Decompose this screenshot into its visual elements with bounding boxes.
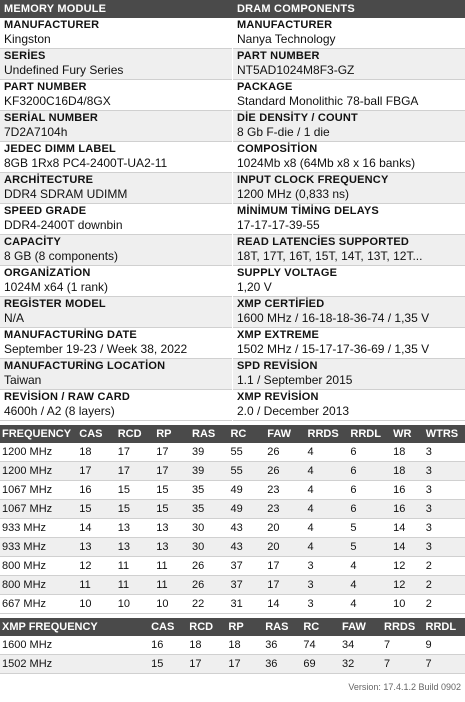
table-cell: 15 <box>154 481 190 500</box>
table-cell: 9 <box>424 636 465 655</box>
table-cell: 6 <box>348 500 391 519</box>
column-header: WR <box>391 425 424 443</box>
field-value: N/A <box>4 311 25 325</box>
dram-field <box>233 49 465 80</box>
table-cell: 17 <box>187 655 226 674</box>
field-value: 1502 MHz / 15-17-17-36-69 / 1,35 V <box>237 342 430 356</box>
table-cell: 26 <box>265 462 305 481</box>
field-label: MANUFACTURİNG DATE <box>4 329 137 341</box>
table-cell: 13 <box>77 538 115 557</box>
table-cell: 26 <box>265 443 305 462</box>
table-cell: 6 <box>348 481 391 500</box>
table-cell: 20 <box>265 538 305 557</box>
spec-grid <box>0 18 465 421</box>
table-cell: 4 <box>306 443 349 462</box>
column-header: CAS <box>149 618 187 636</box>
dram-field <box>233 142 465 173</box>
table-row <box>0 481 465 500</box>
module-field <box>0 328 232 359</box>
table-cell: 3 <box>424 462 465 481</box>
field-value: NT5AD1024M8F3-GZ <box>237 63 355 77</box>
table-cell: 39 <box>190 462 228 481</box>
table-cell: 23 <box>265 500 305 519</box>
table-cell: 18 <box>226 636 263 655</box>
field-label: SPEED GRADE <box>4 205 87 217</box>
field-label: PACKAGE <box>237 81 293 93</box>
field-value: September 19-23 / Week 38, 2022 <box>4 342 188 356</box>
column-header: CAS <box>77 425 115 443</box>
table-cell: 17 <box>226 655 263 674</box>
table-cell: 11 <box>154 576 190 595</box>
table-cell: 30 <box>190 519 228 538</box>
field-label: READ LATENCİES SUPPORTED <box>237 236 410 248</box>
table-cell: 3 <box>424 443 465 462</box>
module-field <box>0 235 232 266</box>
table-cell: 10 <box>77 595 115 614</box>
table-cell: 3 <box>424 538 465 557</box>
table-cell: 1067 MHz <box>0 500 77 519</box>
field-value: 7D2A7104h <box>4 125 68 139</box>
table-cell: 4 <box>306 462 349 481</box>
column-header: RC <box>301 618 340 636</box>
table-cell: 4 <box>306 500 349 519</box>
table-cell: 20 <box>265 519 305 538</box>
table-cell: 18 <box>187 636 226 655</box>
table-row <box>0 636 465 655</box>
table-row <box>0 655 465 674</box>
table-cell: 1200 MHz <box>0 443 77 462</box>
field-label: MANUFACTURER <box>237 19 333 31</box>
table-cell: 12 <box>391 576 424 595</box>
field-label: CAPACİTY <box>4 236 62 248</box>
table-cell: 933 MHz <box>0 538 77 557</box>
table-cell: 11 <box>116 576 155 595</box>
table-cell: 14 <box>265 595 305 614</box>
table-cell: 4 <box>306 481 349 500</box>
table-cell: 933 MHz <box>0 519 77 538</box>
table-cell: 3 <box>306 557 349 576</box>
field-label: SUPPLY VOLTAGE <box>237 267 338 279</box>
table-cell: 36 <box>263 655 301 674</box>
table-cell: 1600 MHz <box>0 636 149 655</box>
table-cell: 2 <box>424 557 465 576</box>
field-label: COMPOSİTİON <box>237 143 318 155</box>
dram-field <box>233 359 465 390</box>
table-cell: 43 <box>228 538 265 557</box>
dram-field <box>233 18 465 49</box>
table-cell: 3 <box>424 481 465 500</box>
table-cell: 31 <box>228 595 265 614</box>
column-header: RCD <box>116 425 155 443</box>
table-cell: 17 <box>77 462 115 481</box>
table-row <box>0 576 465 595</box>
table-cell: 16 <box>391 481 424 500</box>
table-cell: 17 <box>265 576 305 595</box>
column-header: RP <box>154 425 190 443</box>
field-value: 1024Mb x8 (64Mb x8 x 16 banks) <box>237 156 416 170</box>
memory-module-header: MEMORY MODULE <box>4 3 107 15</box>
table-cell: 4 <box>348 557 391 576</box>
table-cell: 10 <box>391 595 424 614</box>
field-label: SERİAL NUMBER <box>4 112 99 124</box>
field-value: 1600 MHz / 16-18-18-36-74 / 1,35 V <box>237 311 430 325</box>
table-cell: 14 <box>77 519 115 538</box>
column-header: RCD <box>187 618 226 636</box>
column-header: WTRS <box>424 425 465 443</box>
table-row <box>0 443 465 462</box>
field-label: MANUFACTURİNG LOCATİON <box>4 360 166 372</box>
table-cell: 11 <box>116 557 155 576</box>
field-value: 2.0 / December 2013 <box>237 404 350 418</box>
field-value: 8 Gb F-die / 1 die <box>237 125 330 139</box>
dram-field <box>233 80 465 111</box>
table-cell: 11 <box>77 576 115 595</box>
table-cell: 14 <box>391 538 424 557</box>
table-cell: 26 <box>190 557 228 576</box>
table-cell: 7 <box>424 655 465 674</box>
table-cell: 15 <box>116 481 155 500</box>
table-cell: 16 <box>149 636 187 655</box>
table-cell: 12 <box>391 557 424 576</box>
module-field <box>0 49 232 80</box>
table-cell: 18 <box>77 443 115 462</box>
field-label: REVİSİON / RAW CARD <box>4 391 131 403</box>
table-cell: 16 <box>77 481 115 500</box>
dram-field <box>233 111 465 142</box>
field-label: XMP REVİSİON <box>237 391 319 403</box>
table-cell: 17 <box>154 443 190 462</box>
table-cell: 800 MHz <box>0 557 77 576</box>
field-label: ORGANİZATİON <box>4 267 91 279</box>
table-cell: 17 <box>116 462 155 481</box>
table-cell: 15 <box>116 500 155 519</box>
dram-field <box>233 328 465 359</box>
module-field <box>0 111 232 142</box>
table-cell: 37 <box>228 576 265 595</box>
dram-components-header: DRAM COMPONENTS <box>237 3 355 15</box>
field-label: SPD REVİSİON <box>237 360 318 372</box>
table-row <box>0 462 465 481</box>
field-value: 1,20 V <box>237 280 272 294</box>
field-value: 17-17-17-39-55 <box>237 218 320 232</box>
field-label: MİNİMUM TİMİNG DELAYS <box>237 205 379 217</box>
column-header: RRDL <box>424 618 465 636</box>
field-label: REGİSTER MODEL <box>4 298 106 310</box>
table-cell: 15 <box>149 655 187 674</box>
table-cell: 7 <box>382 655 423 674</box>
column-header: RAS <box>263 618 301 636</box>
table-cell: 800 MHz <box>0 576 77 595</box>
table-cell: 43 <box>228 519 265 538</box>
table-cell: 18 <box>391 443 424 462</box>
table-cell: 35 <box>190 500 228 519</box>
table-cell: 15 <box>154 500 190 519</box>
field-label: XMP EXTREME <box>237 329 320 341</box>
table-cell: 26 <box>190 576 228 595</box>
field-value: 1200 MHz (0,833 ns) <box>237 187 350 201</box>
field-value: 8GB 1Rx8 PC4-2400T-UA2-11 <box>4 156 168 170</box>
table-row <box>0 557 465 576</box>
table-cell: 36 <box>263 636 301 655</box>
table-cell: 2 <box>424 595 465 614</box>
table-cell: 1067 MHz <box>0 481 77 500</box>
module-field <box>0 359 232 390</box>
column-header: RC <box>228 425 265 443</box>
field-label: MANUFACTURER <box>4 19 100 31</box>
table-row <box>0 519 465 538</box>
table-cell: 2 <box>424 576 465 595</box>
module-field <box>0 80 232 111</box>
table-cell: 13 <box>116 519 155 538</box>
table-cell: 4 <box>306 519 349 538</box>
column-header: FAW <box>340 618 382 636</box>
table-cell: 15 <box>77 500 115 519</box>
table-cell: 13 <box>154 538 190 557</box>
dram-field <box>233 235 465 266</box>
module-field <box>0 390 232 421</box>
table-cell: 13 <box>154 519 190 538</box>
memory-module-column <box>0 18 232 421</box>
table-cell: 667 MHz <box>0 595 77 614</box>
table-cell: 74 <box>301 636 340 655</box>
field-value: 4600h / A2 (8 layers) <box>4 404 115 418</box>
version-label: Version: 17.4.1.2 Build 0902 <box>348 682 461 692</box>
dram-field <box>233 390 465 421</box>
field-value: Kingston <box>4 32 51 46</box>
table-cell: 35 <box>190 481 228 500</box>
field-value: Taiwan <box>4 373 42 387</box>
module-field <box>0 204 232 235</box>
table-cell: 16 <box>391 500 424 519</box>
table-row <box>0 595 465 614</box>
field-label: PART NUMBER <box>4 81 87 93</box>
table-cell: 4 <box>348 595 391 614</box>
field-value: Undefined Fury Series <box>4 63 124 77</box>
field-label: SERİES <box>4 50 46 62</box>
table-cell: 10 <box>116 595 155 614</box>
field-value: 1.1 / September 2015 <box>237 373 353 387</box>
table-cell: 10 <box>154 595 190 614</box>
field-value: Standard Monolithic 78-ball FBGA <box>237 94 419 108</box>
table-cell: 6 <box>348 443 391 462</box>
table-cell: 30 <box>190 538 228 557</box>
field-value: 1024M x64 (1 rank) <box>4 280 109 294</box>
table-cell: 49 <box>228 500 265 519</box>
section-headers <box>0 0 465 18</box>
field-label: JEDEC DIMM LABEL <box>4 143 116 155</box>
module-field <box>0 266 232 297</box>
table-row <box>0 500 465 519</box>
table-cell: 18 <box>391 462 424 481</box>
column-header: FAW <box>265 425 305 443</box>
table-cell: 4 <box>348 576 391 595</box>
table-cell: 3 <box>306 595 349 614</box>
table-cell: 49 <box>228 481 265 500</box>
column-header: RAS <box>190 425 228 443</box>
table-cell: 34 <box>340 636 382 655</box>
timing-table <box>0 425 465 614</box>
table-cell: 22 <box>190 595 228 614</box>
table-cell: 4 <box>306 538 349 557</box>
module-field <box>0 142 232 173</box>
dram-field <box>233 266 465 297</box>
table-cell: 17 <box>265 557 305 576</box>
dram-field <box>233 204 465 235</box>
module-field <box>0 173 232 204</box>
dram-components-column <box>233 18 465 421</box>
xmp-table <box>0 618 465 674</box>
field-label: XMP CERTİFİED <box>237 298 325 310</box>
table-cell: 3 <box>306 576 349 595</box>
column-header: RRDL <box>348 425 391 443</box>
column-header: FREQUENCY <box>0 425 77 443</box>
table-cell: 11 <box>154 557 190 576</box>
table-cell: 3 <box>424 500 465 519</box>
table-cell: 17 <box>154 462 190 481</box>
table-row <box>0 538 465 557</box>
table-cell: 7 <box>382 636 423 655</box>
table-cell: 17 <box>116 443 155 462</box>
table-cell: 13 <box>116 538 155 557</box>
table-cell: 6 <box>348 462 391 481</box>
table-cell: 1502 MHz <box>0 655 149 674</box>
table-cell: 5 <box>348 538 391 557</box>
table-cell: 3 <box>424 519 465 538</box>
field-value: DDR4 SDRAM UDIMM <box>4 187 128 201</box>
field-value: 8 GB (8 components) <box>4 249 119 263</box>
table-cell: 55 <box>228 462 265 481</box>
field-label: DİE DENSİTY / COUNT <box>237 112 358 124</box>
field-label: INPUT CLOCK FREQUENCY <box>237 174 389 186</box>
dram-field <box>233 173 465 204</box>
table-cell: 69 <box>301 655 340 674</box>
field-value: 18T, 17T, 16T, 15T, 14T, 13T, 12T... <box>237 249 423 263</box>
field-label: PART NUMBER <box>237 50 320 62</box>
table-cell: 32 <box>340 655 382 674</box>
table-cell: 39 <box>190 443 228 462</box>
column-header: RRDS <box>306 425 349 443</box>
module-field <box>0 297 232 328</box>
table-cell: 1200 MHz <box>0 462 77 481</box>
column-header: RP <box>226 618 263 636</box>
module-field <box>0 18 232 49</box>
field-label: ARCHİTECTURE <box>4 174 94 186</box>
dram-field <box>233 297 465 328</box>
table-cell: 5 <box>348 519 391 538</box>
field-value: Nanya Technology <box>237 32 336 46</box>
table-cell: 14 <box>391 519 424 538</box>
table-cell: 55 <box>228 443 265 462</box>
table-cell: 12 <box>77 557 115 576</box>
table-cell: 23 <box>265 481 305 500</box>
table-cell: 37 <box>228 557 265 576</box>
field-value: DDR4-2400T downbin <box>4 218 123 232</box>
column-header: XMP FREQUENCY <box>0 618 149 636</box>
column-header: RRDS <box>382 618 423 636</box>
field-value: KF3200C16D4/8GX <box>4 94 111 108</box>
